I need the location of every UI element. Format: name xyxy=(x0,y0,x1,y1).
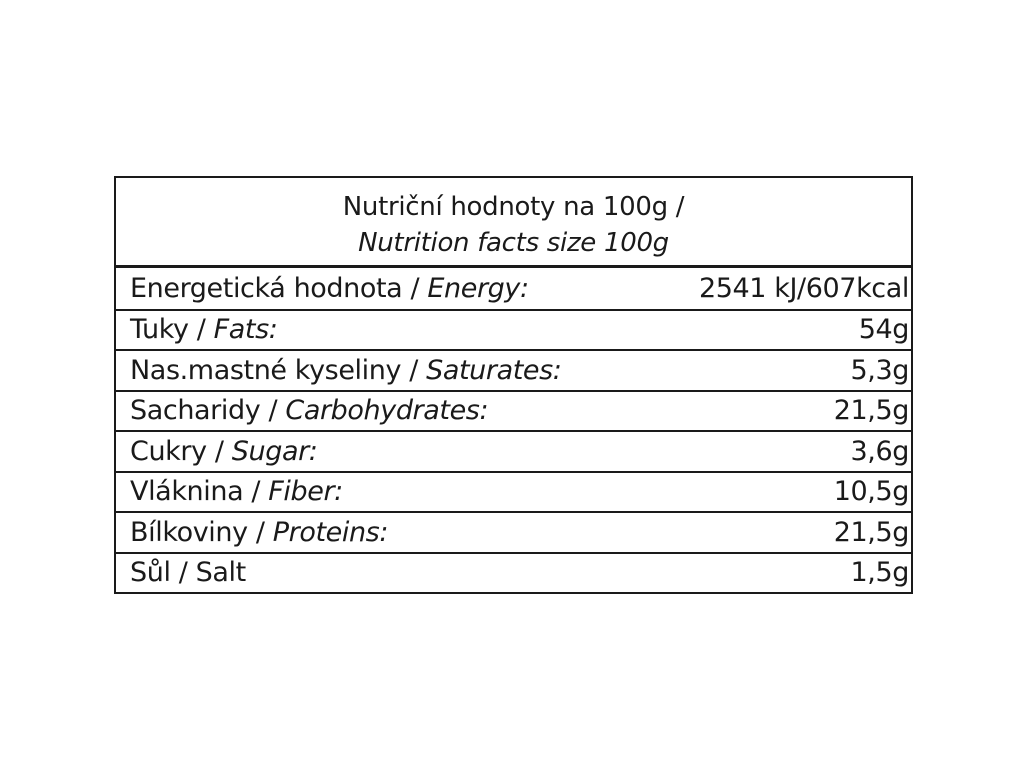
row-value: 21,5g xyxy=(833,516,909,548)
row-saturates xyxy=(116,349,911,390)
row-value: 1,5g xyxy=(850,557,909,589)
row-label: Cukry / Sugar: xyxy=(130,435,318,467)
row-value: 3,6g xyxy=(850,435,909,467)
row-energy xyxy=(116,268,911,309)
row-label: Sůl / Salt xyxy=(130,557,246,589)
row-value: 2541 kJ/607kcal xyxy=(698,272,909,304)
row-proteins xyxy=(116,511,911,552)
row-value: 54g xyxy=(858,314,909,346)
header-title-en: Nutrition facts size 100g xyxy=(358,228,669,258)
table-header xyxy=(116,178,911,268)
row-label: Energetická hodnota / Energy: xyxy=(130,272,529,304)
row-label: Nas.mastné kyseliny / Saturates: xyxy=(130,354,562,386)
row-label: Bílkoviny / Proteins: xyxy=(130,516,389,548)
row-sugar xyxy=(116,430,911,471)
row-value: 10,5g xyxy=(833,476,909,508)
row-salt xyxy=(116,552,911,593)
row-value: 5,3g xyxy=(850,354,909,386)
row-fats xyxy=(116,309,911,350)
row-label: Vláknina / Fiber: xyxy=(130,476,343,508)
row-carbohydrates xyxy=(116,390,911,431)
row-value: 21,5g xyxy=(833,395,909,427)
header-title-cz: Nutriční hodnoty na 100g / xyxy=(342,192,685,222)
nutrition-table xyxy=(114,176,913,594)
row-label: Sacharidy / Carbohydrates: xyxy=(130,395,489,427)
row-fiber xyxy=(116,471,911,512)
row-label: Tuky / Fats: xyxy=(130,314,278,346)
